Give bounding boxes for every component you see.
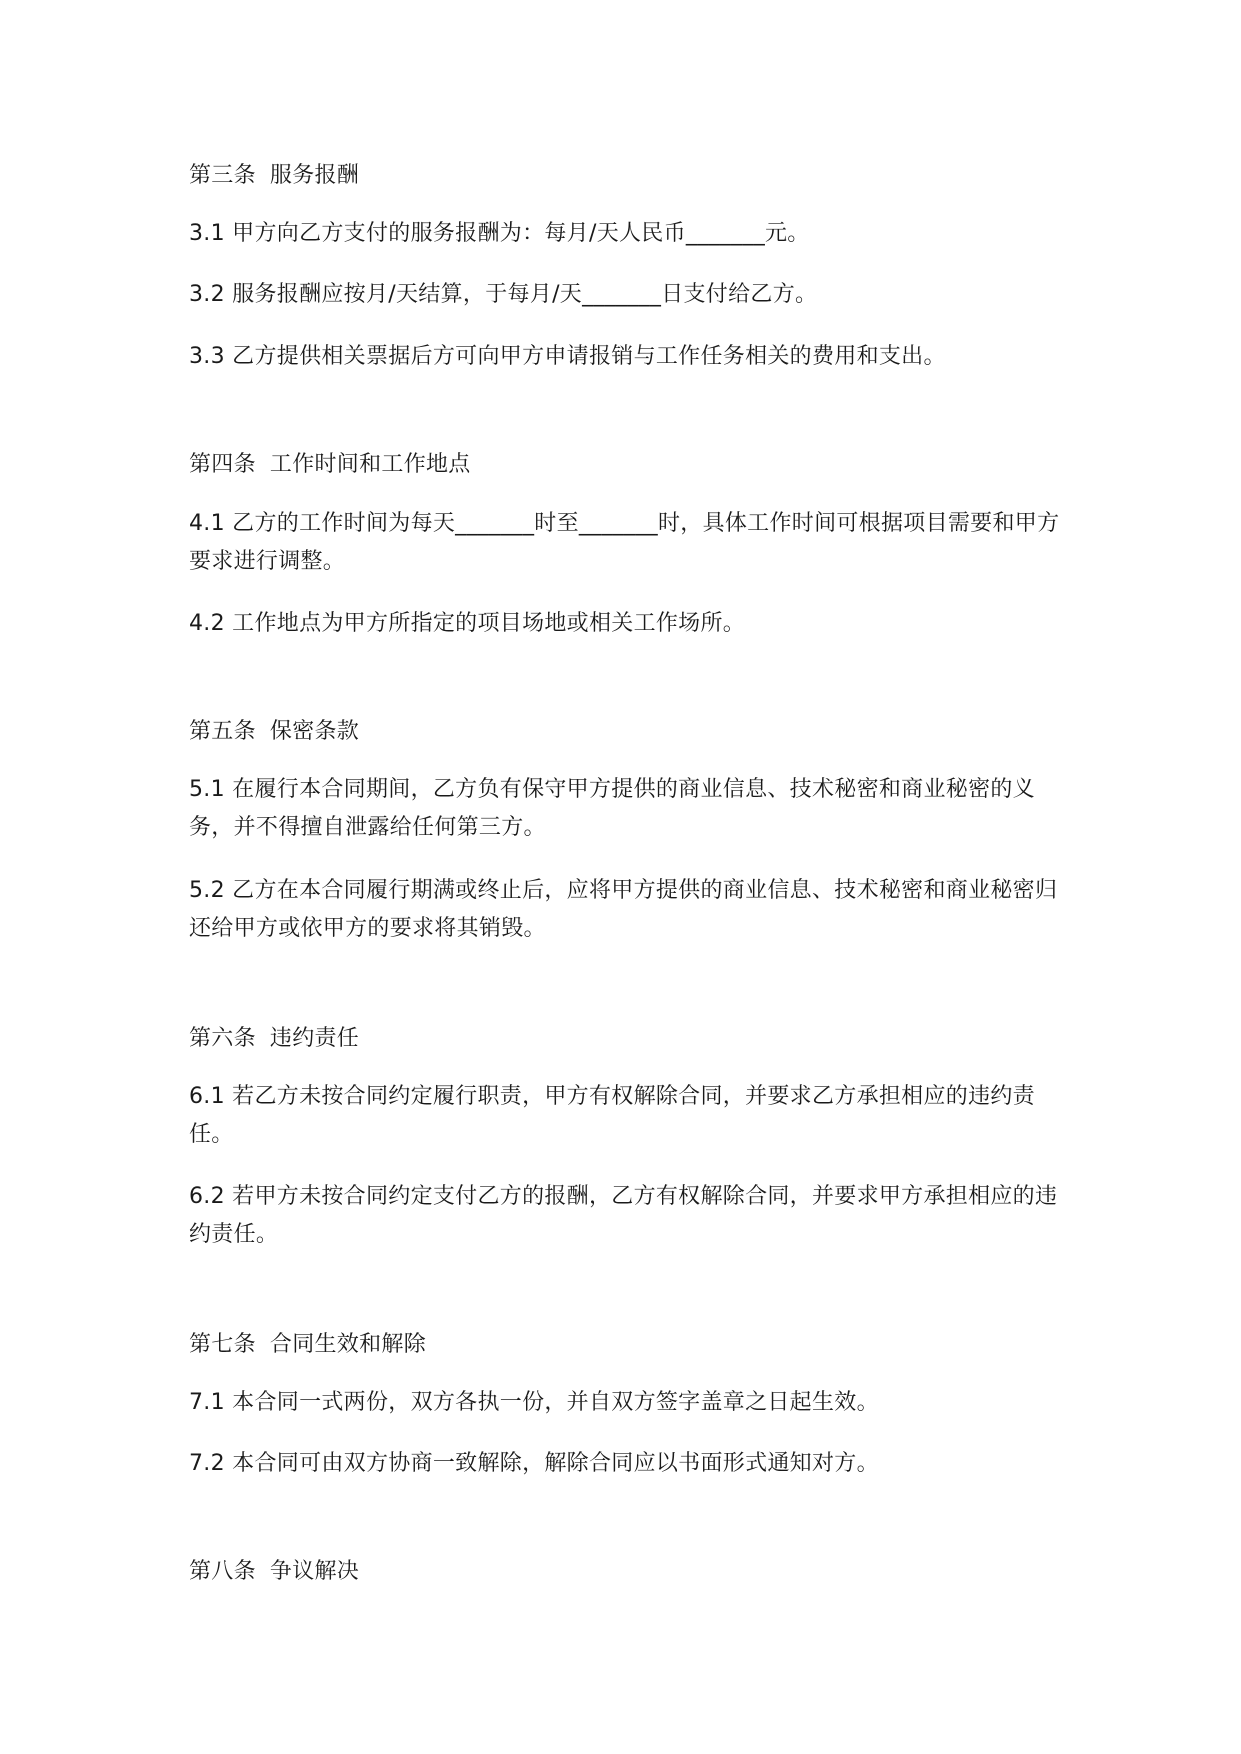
section-number: 第三条 bbox=[189, 163, 256, 188]
section-title: 保密条款 bbox=[269, 719, 360, 744]
section-title: 合同生效和解除 bbox=[269, 1332, 427, 1357]
clause-7-1: 7.1 本合同一式两份，双方各执一份，并自双方签字盖章之日起生效。 bbox=[189, 1390, 879, 1415]
section-heading-8 bbox=[189, 1554, 359, 1585]
section-number: 第六条 bbox=[189, 1026, 256, 1051]
clause-3-2: 3.2 服务报酬应按月/天结算，于每月/天_______日支付给乙方。 bbox=[189, 282, 818, 307]
clause-3-1: 3.1 甲方向乙方支付的服务报酬为：每月/天人民币_______元。 bbox=[189, 221, 810, 246]
section-number: 第八条 bbox=[189, 1559, 256, 1584]
clause-6-2: 6.2 若甲方未按合同约定支付乙方的报酬，乙方有权解除合同，并要求甲方承担相应的违约责任。 bbox=[189, 1184, 1058, 1247]
section-title: 服务报酬 bbox=[269, 163, 360, 188]
section-heading-3 bbox=[189, 158, 359, 189]
section-heading-4 bbox=[189, 447, 471, 478]
section-number: 第七条 bbox=[189, 1332, 256, 1357]
section-title: 违约责任 bbox=[269, 1026, 360, 1051]
clause-5-1: 5.1 在履行本合同期间，乙方负有保守甲方提供的商业信息、技术秘密和商业秘密的义务，并不得擅自泄露给任何第三方。 bbox=[189, 777, 1035, 840]
section-heading-7 bbox=[189, 1327, 426, 1358]
section-number: 第四条 bbox=[189, 452, 256, 477]
section-number: 第五条 bbox=[189, 719, 256, 744]
clause-5-2: 5.2 乙方在本合同履行期满或终止后，应将甲方提供的商业信息、技术秘密和商业秘密归还给甲方或依甲方的要求将其销毁。 bbox=[189, 878, 1058, 941]
section-heading-5 bbox=[189, 714, 359, 745]
clause-7-2: 7.2 本合同可由双方协商一致解除，解除合同应以书面形式通知对方。 bbox=[189, 1451, 879, 1476]
section-title: 工作时间和工作地点 bbox=[269, 452, 471, 477]
section-heading-6 bbox=[189, 1021, 359, 1052]
section-title: 争议解决 bbox=[269, 1559, 360, 1584]
clause-3-3: 3.3 乙方提供相关票据后方可向甲方申请报销与工作任务相关的费用和支出。 bbox=[189, 344, 946, 369]
clause-6-1: 6.1 若乙方未按合同约定履行职责，甲方有权解除合同，并要求乙方承担相应的违约责任。 bbox=[189, 1084, 1035, 1147]
clause-4-1: 4.1 乙方的工作时间为每天_______时至_______时，具体工作时间可根据项目需要和甲方要求进行调整。 bbox=[189, 511, 1060, 574]
clause-4-2: 4.2 工作地点为甲方所指定的项目场地或相关工作场所。 bbox=[189, 611, 746, 636]
